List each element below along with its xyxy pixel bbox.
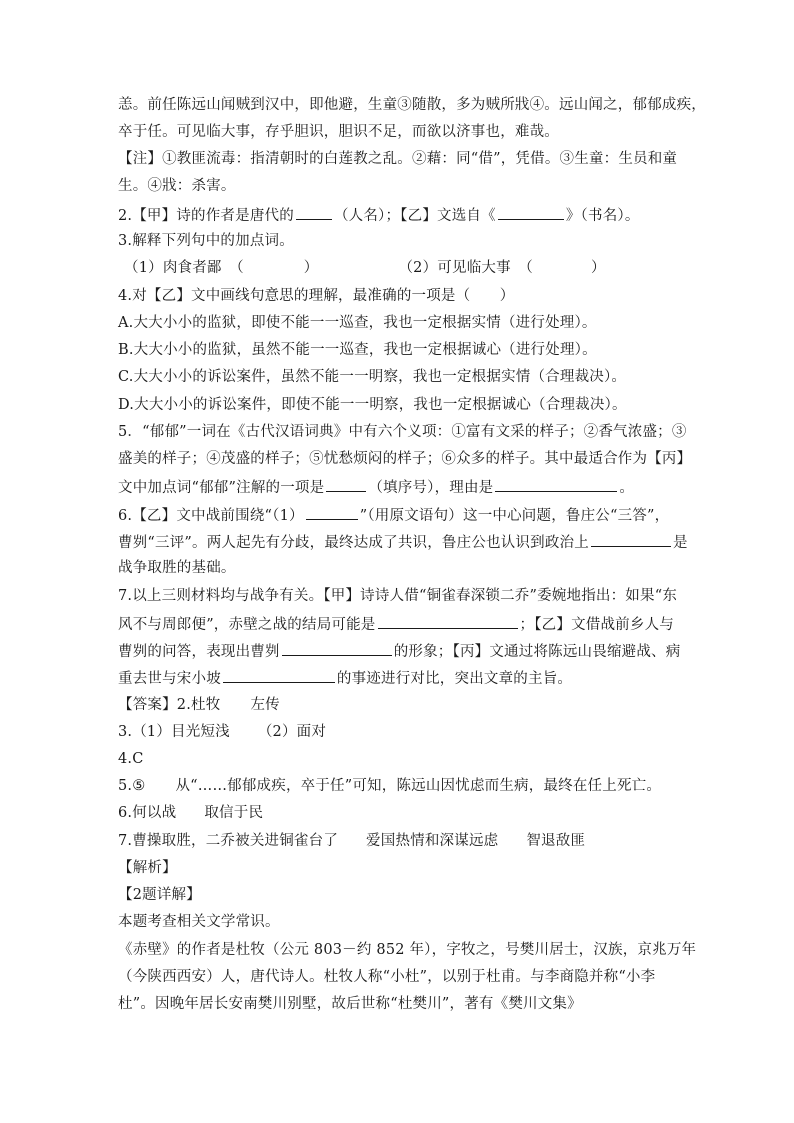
- q7-text-e: 重去世与宋小坡: [118, 671, 221, 687]
- analysis-paragraph: 杜”。因晚年居长安南樊川别墅，故后世称“杜樊川”，著有《樊川文集》: [118, 996, 582, 1012]
- q5-text-c: 。: [619, 480, 635, 496]
- answer-blank: [306, 505, 358, 520]
- answer-text: 智退敌匪: [526, 833, 586, 849]
- answer-5: [118, 777, 661, 795]
- question-6-line: [118, 505, 669, 525]
- question-6-line: [118, 532, 688, 552]
- answer-4: 4.C: [118, 751, 144, 767]
- question-2: [118, 205, 640, 225]
- q2-text-b: （人名）；【乙】文选自《: [333, 208, 496, 224]
- answer-text: 5.⑤: [118, 778, 146, 794]
- q5-text-b: （填序号），理由是: [368, 480, 494, 496]
- footnote-line: 【注】①教匪流毒：指清朝时的白莲教之乱。②藉：同“借”，凭借。③生童：生员和童: [118, 151, 678, 167]
- analysis-subtitle: 【2题详解】: [118, 887, 201, 903]
- answer-text: （2）面对: [257, 724, 327, 740]
- answer-blank: [326, 477, 366, 492]
- answer-text: 3.（1）目光短浅: [118, 724, 230, 740]
- answer-blank: [495, 477, 617, 492]
- question-7-line: 7.以上三则材料均与战争有关。【甲】诗诗人借“铜雀春深锁二乔”委婉地指出：如果“东: [118, 588, 678, 604]
- answer-blank: [296, 205, 332, 220]
- question-5-line: [118, 477, 634, 497]
- q6-text-b: ”（用原文语句）这一中心问题，鲁庄公“三答”，: [359, 508, 670, 524]
- q6-text-d: 是: [672, 535, 688, 551]
- q2-text-a: 2.【甲】诗的作者是唐代的: [118, 208, 294, 224]
- answer-2: [118, 696, 280, 714]
- answer-blank: [378, 614, 518, 629]
- q7-text-c: 曹刿的问答，表现出曹刿: [118, 644, 280, 660]
- q7-text-d: 的形象；【丙】文通过将陈远山畏缩避战、病: [393, 644, 681, 660]
- answer-text: 从“……郁郁成疾，卒于任”可知，陈远山因忧虑而生病，最终在任上死亡。: [175, 778, 662, 794]
- question-7-line: [118, 614, 674, 634]
- answer-7: [118, 832, 585, 850]
- answer-text: 取信于民: [204, 805, 264, 821]
- option-b: B.大大小小的监狱，虽然不能一一巡查，我也一定根据诚心（进行处理）。: [118, 342, 597, 358]
- passage-line: 恙。前任陈远山闻贼到汉中，即他避，生童③随散，多为贼所戕④。远山闻之，郁郁成疾，: [118, 97, 706, 113]
- question-3-title: 3.解释下列句中的加点词。: [118, 233, 294, 249]
- q2-text-c: 》（书名）。: [565, 208, 640, 224]
- answer-label: 【答案】2.杜牧: [118, 697, 221, 713]
- answer-blank: [498, 205, 564, 220]
- q7-text-b: ；【乙】文借战前乡人与: [519, 617, 674, 633]
- footnote-line: 生。④戕：杀害。: [118, 178, 236, 194]
- question-7-line: [118, 668, 572, 688]
- question-5-line: 5．“郁郁”一词在《古代汉语词典》中有六个义项：①富有文采的样子；②香气浓盛；③: [118, 424, 687, 440]
- passage-line: 卒于任。可见临大事，存乎胆识，胆识不足，而欲以济事也，难哉。: [118, 124, 559, 140]
- answer-text: 6.何以战: [118, 805, 177, 821]
- q7-text-a: 风不与周郎便”，赤壁之战的结局可能是: [118, 617, 376, 633]
- analysis-paragraph: （今陕西西安）人，唐代诗人。杜牧人称“小杜”，以别于杜甫。与李商隐并称“小李: [118, 969, 656, 985]
- answer-blank: [591, 532, 671, 547]
- q3-item-2: （2）可见临大事 （: [398, 260, 533, 276]
- q5-text-a: 文中加点词“郁郁”注解的一项是: [118, 480, 325, 496]
- q6-text-c: 曹刿“三评”。两人起先有分歧，最终达成了共识，鲁庄公也认识到政治上: [118, 535, 589, 551]
- question-6-line: 战争取胜的基础。: [118, 560, 236, 576]
- analysis-intro: 本题考查相关文学常识。: [118, 914, 280, 930]
- q7-text-f: 的事迹进行对比，突出文章的主旨。: [336, 671, 573, 687]
- answer-text: 7.曹操取胜，二乔被关进铜雀台了: [118, 833, 339, 849]
- answer-6: [118, 804, 263, 822]
- option-a: A.大大小小的监狱，即使不能一一巡查，我也一定根据实情（进行处理）。: [118, 315, 597, 331]
- answer-3: [118, 723, 326, 741]
- answer-text: 爱国热情和深谋远虑: [366, 833, 499, 849]
- question-5-line: 盛美的样子；④茂盛的样子；⑤忧愁烦闷的样子；⑥众多的样子。其中最适合作为【丙】: [118, 451, 692, 467]
- answer-blank: [223, 668, 335, 683]
- question-3-items: [124, 259, 606, 277]
- q3-item-2-close: ）: [590, 260, 606, 276]
- answer-text: 左传: [250, 697, 280, 713]
- question-7-line: [118, 641, 680, 661]
- q3-item-1-close: ）: [303, 260, 319, 276]
- q6-text-a: 6.【乙】文中战前围绕“（1）: [118, 508, 304, 524]
- analysis-paragraph: 《赤壁》的作者是杜牧（公元 803－约 852 年），字牧之，号樊川居士，汉族，京兆万年: [118, 942, 697, 958]
- analysis-title: 【解析】: [118, 860, 177, 876]
- q3-item-1: （1）肉食者鄙 （: [124, 260, 244, 276]
- question-4-title: 4.对【乙】文中画线句意思的理解，最准确的一项是（ ）: [118, 288, 515, 304]
- answer-blank: [282, 641, 392, 656]
- option-c: C.大大小小的诉讼案件，虽然不能一一明察，我也一定根据实情（合理裁决）。: [118, 369, 627, 385]
- option-d: D.大大小小的诉讼案件，即使不能一一明察，我也一定根据诚心（合理裁决）。: [118, 397, 627, 413]
